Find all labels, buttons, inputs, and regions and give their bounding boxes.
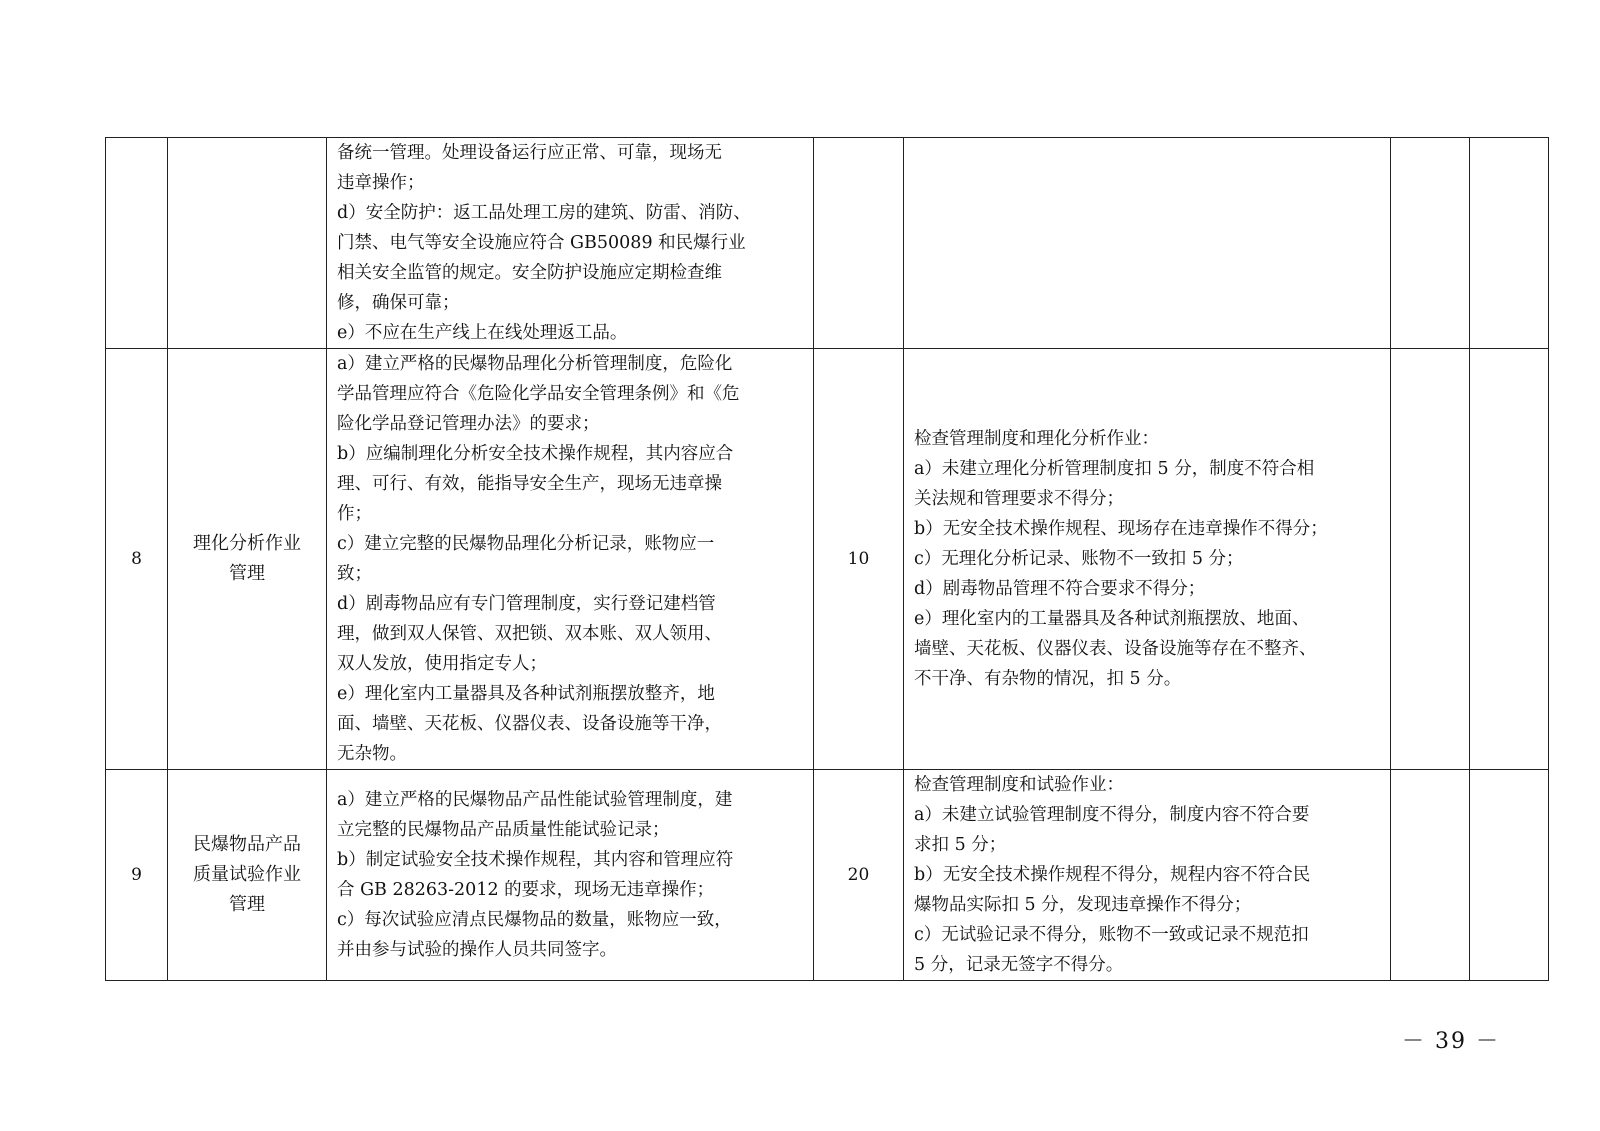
requirement-line: 险化学品登记管理办法》的要求；: [337, 414, 600, 434]
requirement-line: 致；: [337, 564, 372, 584]
requirement-line: 作；: [337, 504, 372, 524]
blank-cell: [1391, 770, 1470, 981]
requirement-line: 违章操作；: [337, 173, 425, 193]
scoring-method-cell: [904, 349, 1391, 770]
requirement-line: 合 GB 28263-2012 的要求，现场无违章操作；: [337, 880, 715, 900]
requirement-line: 双人发放，使用指定专人；: [337, 654, 547, 674]
item-name-line: 民爆物品产品: [193, 834, 301, 855]
assessment-table: [105, 137, 1549, 981]
row-number-cell: 8: [106, 349, 168, 770]
scoring-method-line: b）无安全技术操作规程、现场存在违章操作不得分；: [914, 519, 1328, 539]
score-cell: 10: [814, 349, 904, 770]
requirement-line: e）不应在生产线上在线处理返工品。: [337, 323, 628, 343]
requirement-line: c）建立完整的民爆物品理化分析记录，账物应一: [337, 534, 715, 554]
item-name-line: 质量试验作业: [193, 864, 301, 885]
scoring-method-line: a）未建立试验管理制度不得分，制度内容不符合要: [914, 805, 1310, 825]
item-name-line: 管理: [229, 894, 265, 915]
requirement-line: 备统一管理。处理设备运行应正常、可靠，现场无: [337, 143, 722, 163]
table-row: [106, 138, 1549, 349]
score-cell: [814, 138, 904, 349]
blank-cell: [1470, 770, 1549, 981]
scoring-method-line: 关法规和管理要求不得分；: [914, 489, 1124, 509]
requirement-line: d）安全防护：返工品处理工房的建筑、防雷、消防、: [337, 203, 751, 223]
item-name-cell: [168, 770, 327, 981]
requirement-line: 理、可行、有效，能指导安全生产，现场无违章操: [337, 474, 722, 494]
scoring-method-cell: [904, 138, 1391, 349]
requirement-line: 学品管理应符合《危险化学品安全管理条例》和《危: [337, 384, 740, 404]
scoring-method-line: 检查管理制度和试验作业：: [914, 775, 1124, 795]
score-cell: 20: [814, 770, 904, 981]
scoring-method-line: e）理化室内的工量器具及各种试剂瓶摆放、地面、: [914, 609, 1310, 629]
requirements-cell: [327, 770, 814, 981]
requirement-line: c）每次试验应清点民爆物品的数量，账物应一致，: [337, 910, 732, 930]
requirement-line: a）建立严格的民爆物品产品性能试验管理制度，建: [337, 790, 733, 810]
blank-cell: [1391, 138, 1470, 349]
item-name-cell: [168, 349, 327, 770]
item-name-line: 管理: [229, 563, 265, 584]
table-row: [106, 349, 1549, 770]
requirement-line: 无杂物。: [337, 744, 407, 764]
scoring-method-cell: [904, 770, 1391, 981]
scoring-method-line: 墙壁、天花板、仪器仪表、设备设施等存在不整齐、: [914, 639, 1317, 659]
requirement-line: 修，确保可靠；: [337, 293, 460, 313]
requirement-line: b）应编制理化分析安全技术操作规程，其内容应合: [337, 444, 734, 464]
scoring-method-line: 不干净、有杂物的情况，扣 5 分。: [914, 669, 1182, 689]
scoring-method-line: a）未建立理化分析管理制度扣 5 分，制度不符合相: [914, 459, 1315, 479]
page-number: － 39 －: [1402, 1029, 1500, 1054]
requirements-cell: [327, 349, 814, 770]
scoring-method-line: c）无试验记录不得分，账物不一致或记录不规范扣: [914, 925, 1309, 945]
scoring-method-line: d）剧毒物品管理不符合要求不得分；: [914, 579, 1206, 599]
blank-cell: [1391, 349, 1470, 770]
requirement-line: b）制定试验安全技术操作规程，其内容和管理应符: [337, 850, 734, 870]
scoring-method-line: b）无安全技术操作规程不得分，规程内容不符合民: [914, 865, 1311, 885]
requirement-line: d）剧毒物品应有专门管理制度，实行登记建档管: [337, 594, 716, 614]
table-body: [106, 138, 1549, 981]
requirement-line: a）建立严格的民爆物品理化分析管理制度，危险化: [337, 354, 733, 374]
item-name-line: 理化分析作业: [193, 533, 301, 554]
row-number-cell: 9: [106, 770, 168, 981]
requirement-line: 相关安全监管的规定。安全防护设施应定期检查维: [337, 263, 722, 283]
blank-cell: [1470, 138, 1549, 349]
blank-cell: [1470, 349, 1549, 770]
requirement-line: 面、墙壁、天花板、仪器仪表、设备设施等干净，: [337, 714, 722, 734]
scoring-method-line: 5 分，记录无签字不得分。: [914, 955, 1124, 975]
scoring-method-line: 爆物品实际扣 5 分，发现违章操作不得分；: [914, 895, 1252, 915]
row-number-cell: [106, 138, 168, 349]
requirement-line: 理，做到双人保管、双把锁、双本账、双人领用、: [337, 624, 722, 644]
table-row: [106, 770, 1549, 981]
requirement-line: 立完整的民爆物品产品质量性能试验记录；: [337, 820, 670, 840]
requirement-line: 并由参与试验的操作人员共同签字。: [337, 940, 617, 960]
requirement-line: 门禁、电气等安全设施应符合 GB50089 和民爆行业: [337, 233, 746, 253]
scoring-method-line: c）无理化分析记录、账物不一致扣 5 分；: [914, 549, 1244, 569]
requirements-cell: [327, 138, 814, 349]
scoring-method-line: 检查管理制度和理化分析作业：: [914, 429, 1159, 449]
item-name-cell: [168, 138, 327, 349]
scoring-method-line: 求扣 5 分；: [914, 835, 1007, 855]
requirement-line: e）理化室内工量器具及各种试剂瓶摆放整齐，地: [337, 684, 715, 704]
